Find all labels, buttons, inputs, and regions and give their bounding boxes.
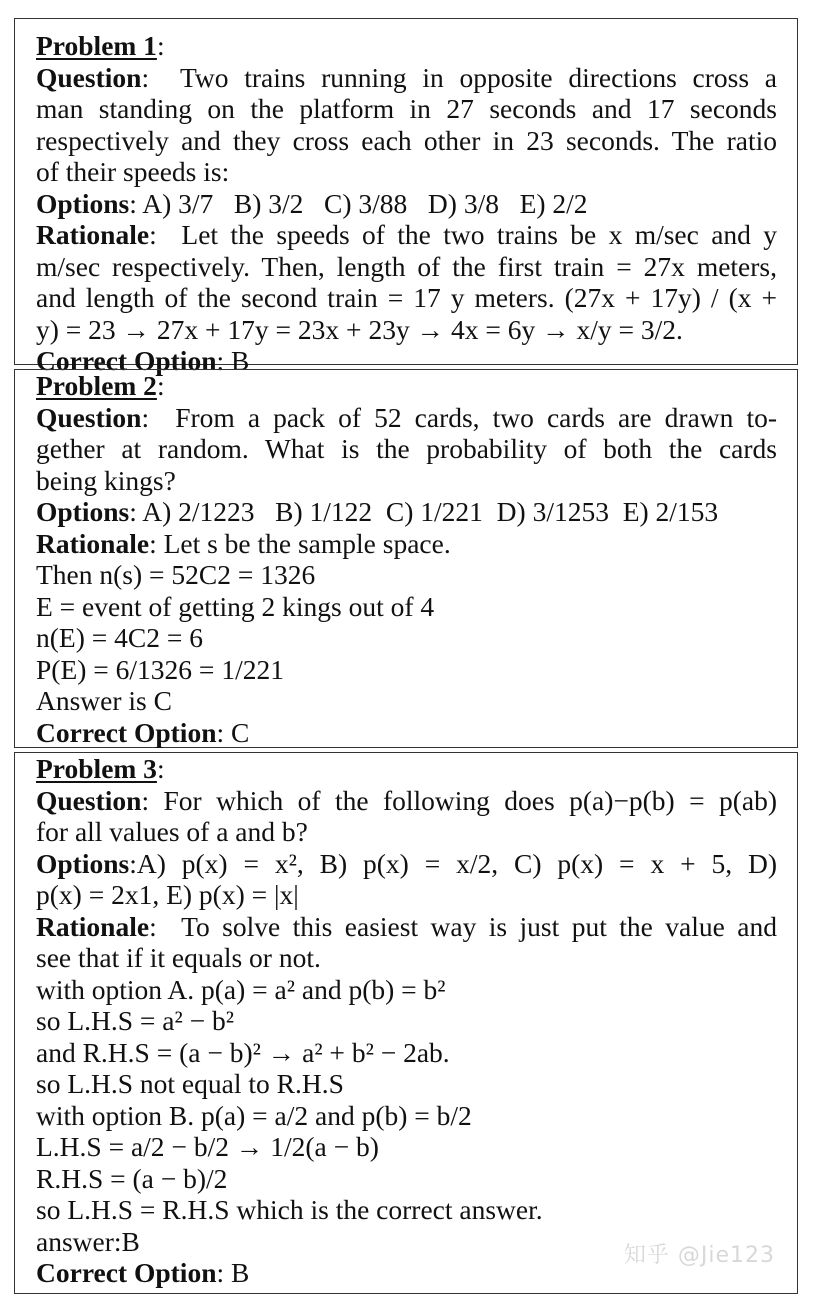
question-line: From a pack of 52 cards, two cards are drawn to- — [175, 401, 777, 433]
question-line: gether at random. What is the probability of both the cards — [36, 433, 777, 464]
question-label: Question — [36, 61, 142, 93]
problem-title: Problem 3 — [36, 753, 157, 784]
rationale-line: so L.H.S = a² − b² — [36, 1005, 234, 1036]
options-label: Options — [36, 496, 130, 527]
rationale-line: Let s be the sample space. — [163, 527, 451, 559]
rationale-label: Rationale — [36, 219, 150, 250]
question-line: respectively and they cross each other in 23 seconds. The ratio — [36, 124, 777, 156]
options-label: Options — [36, 847, 130, 879]
problem-1-box: Problem 1: Question: Two trains running in opposite directions cross a man standing on the platform in 27 seconds and 17 seconds respectively and they cross each other in 23 seconds. The ratio of their speeds is: Options: A) 3/7 B) 3/2 C) 3/88 D) 3/8 E) 2/2 Rationale: Let the speeds of the two trains be x m/sec and y m/sec respectively. Then, length of the first train = 27x meters, and length of the second train = 17 y meters. (27x + 17y) / (x + y) = 23 → 27x + 17y = 23x + 23y → 4x = 6y → x/y = 3/2. Correct Option: B — [14, 18, 798, 365]
options-text: A) 3/7 B) 3/2 C) 3/88 D) 3/8 E) 2/2 — [142, 187, 588, 219]
problem-2-box: Problem 2: Question: From a pack of 52 cards, two cards are drawn to- gether at random. What is the probability of both the cards being kings? Options: A) 2/1223 B) 1/122 C) 1/221 D) 3/1253 E) 2/153 Rationale: Let s be the sample space. Then n(s) = 52C2 = 1326 E = event of getting 2 kings out of 4 n(E) = 4C2 = 6 P(E) = 6/1326 = 1/221 Answer is C Correct Option: C — [14, 369, 798, 748]
rationale-label: Rationale — [36, 910, 150, 942]
options-line: A) p(x) = x², B) p(x) = x/2, C) p(x) = x + 5, D) — [136, 847, 777, 879]
problem-title: Problem 2 — [36, 370, 157, 401]
correct-option-value: B — [231, 1257, 250, 1288]
question-line: Two trains running in opposite directions cross a — [180, 61, 777, 93]
rationale-line: To solve this easiest way is just put the value and — [181, 910, 777, 942]
rationale-line: L.H.S = a/2 − b/2 → 1/2(a − b) — [36, 1131, 379, 1162]
rationale-line: Let the speeds of the two trains be x m/sec and y — [181, 219, 777, 250]
rationale-line: m/sec respectively. Then, length of the first train = 27x meters, — [36, 250, 777, 282]
options-text: A) 2/1223 B) 1/122 C) 1/221 D) 3/1253 E) 2/153 — [142, 496, 719, 527]
problem-3-box: Problem 3: Question: For which of the following does p(a)−p(b) = p(ab) for all values of a and b? Options:A) p(x) = x², B) p(x) = x/2, C) p(x) = x + 5, D) p(x) = 2x1, E) p(x) = |x| Rationale: To solve this easiest way is just put the value and see that if it equals or not. with option A. p(a) = a² and p(b) = b² so L.H.S = a² − b² and R.H.S = (a − b)² → a² + b² − 2ab. so L.H.S not equal to R.H.S with option B. p(a) = a/2 and p(b) = b/2 L.H.S = a/2 − b/2 → 1/2(a − b) R.H.S = (a − b)/2 so L.H.S = R.H.S which is the correct answer. answer:B Correct Option: B 知乎 @Jie123 — [14, 752, 798, 1294]
rationale-line: Then n(s) = 52C2 = 1326 — [36, 559, 316, 590]
question-line: For which of the following does p(a)−p(b) = p(ab) — [163, 784, 777, 816]
question-label: Question — [36, 401, 142, 433]
correct-option-label: Correct Option — [36, 345, 217, 376]
rationale-line: with option A. p(a) = a² and p(b) = b² — [36, 973, 446, 1005]
correct-option-value: C — [231, 716, 250, 748]
rationale-line: P(E) = 6/1326 = 1/221 — [36, 653, 284, 685]
rationale-line: with option B. p(a) = a/2 and p(b) = b/2 — [36, 1099, 472, 1131]
question-label: Question — [36, 784, 142, 816]
rationale-line: so L.H.S not equal to R.H.S — [36, 1068, 344, 1099]
options-label: Options — [36, 187, 130, 219]
watermark: 知乎 @Jie123 — [623, 1243, 775, 1268]
problem-title: Problem 1 — [36, 30, 157, 61]
rationale-line: answer:B — [36, 1225, 140, 1257]
rationale-line: Answer is C — [36, 685, 172, 716]
correct-option-label: Correct Option — [36, 716, 217, 748]
rationale-label: Rationale — [36, 527, 150, 559]
rationale-line: and length of the second train = 17 y meters. (27x + 17y) / (x + — [36, 282, 777, 313]
options-line: p(x) = 2x1, E) p(x) = |x| — [36, 879, 299, 910]
rationale-line: n(E) = 4C2 = 6 — [36, 622, 203, 653]
rationale-line: y) = 23 → 27x + 17y = 23x + 23y → 4x = 6y → x/y = 3/2. — [36, 313, 683, 345]
question-line: for all values of a and b? — [36, 816, 308, 847]
rationale-line: see that if it equals or not. — [36, 942, 321, 973]
rationale-line: R.H.S = (a − b)/2 — [36, 1162, 228, 1194]
question-line: being kings? — [36, 464, 176, 496]
correct-option-value: B — [231, 345, 250, 376]
correct-option-label: Correct Option — [36, 1257, 217, 1288]
rationale-line: so L.H.S = R.H.S which is the correct answer. — [36, 1194, 543, 1225]
rationale-line: E = event of getting 2 kings out of 4 — [36, 590, 435, 622]
rationale-line: and R.H.S = (a − b)² → a² + b² − 2ab. — [36, 1036, 450, 1068]
question-line: man standing on the platform in 27 seconds and 17 seconds — [36, 93, 777, 124]
question-line: of their speeds is: — [36, 156, 230, 187]
